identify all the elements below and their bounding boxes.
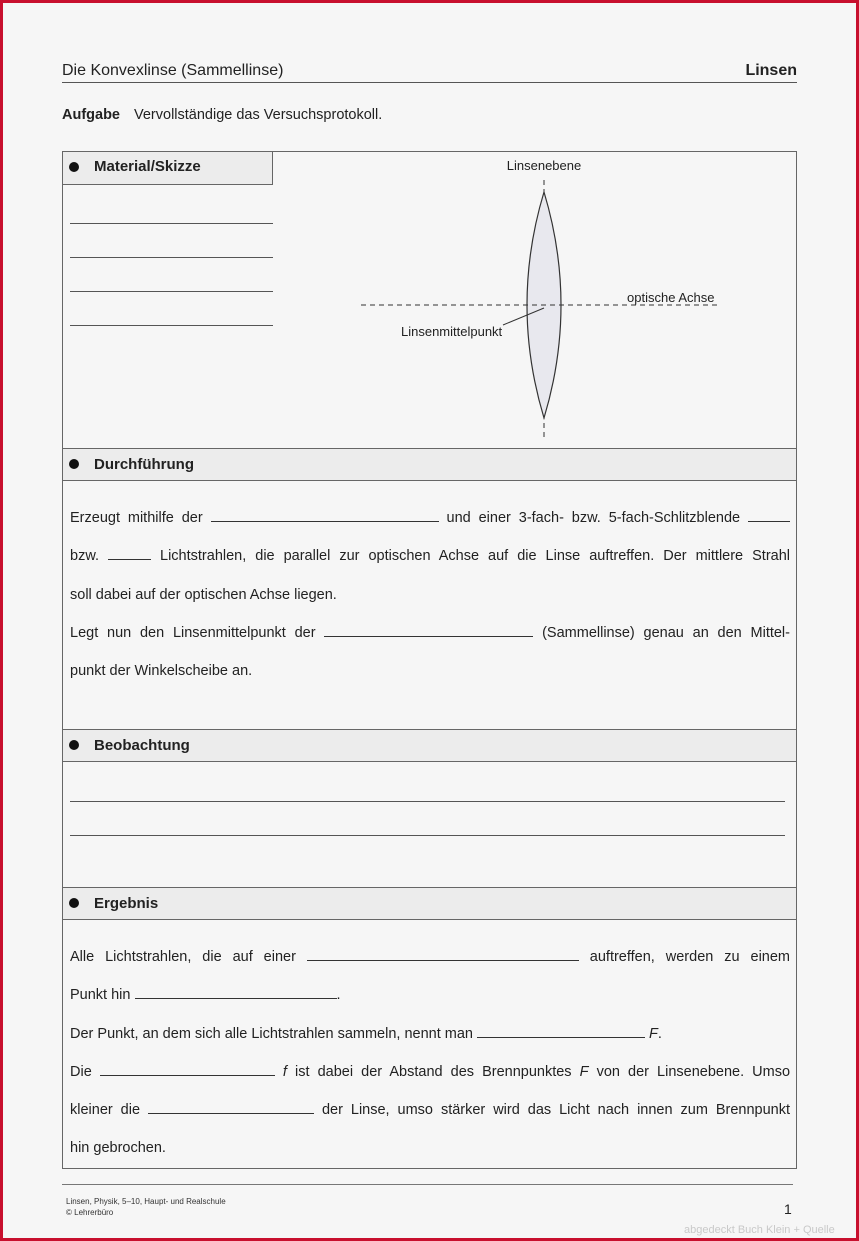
blank-field[interactable] <box>148 1099 314 1114</box>
footer-line-1: Linsen, Physik, 5–10, Haupt- und Realschule <box>66 1197 226 1206</box>
ergebnis-line-2: Punkt hin . <box>70 976 790 1014</box>
ergebnis-heading <box>63 887 796 920</box>
footer-credits <box>66 1196 226 1218</box>
beobachtung-heading-label: Beobachtung <box>94 737 190 754</box>
topic-label: Linsen <box>745 62 797 79</box>
ergebnis-line-3: Der Punkt, an dem sich alle Lichtstrahlen sammeln, nennt man F. <box>70 1015 790 1053</box>
bullet-icon <box>69 459 79 469</box>
lens-plane-label: Linsenebene <box>506 158 582 173</box>
ergebnis-line-1: Alle Lichtstrahlen, die auf einer auftreffen, werden zu einem <box>70 938 790 976</box>
durchfuehrung-line-4: Legt nun den Linsenmittelpunkt der (Sammellinse) genau an den Mittel- <box>70 614 790 652</box>
page-title: Die Konvexlinse (Sammellinse) <box>62 62 284 79</box>
ergebnis-line-4: Die f ist dabei der Abstand des Brennpunktes F von der Linsenebene. Umso <box>70 1053 790 1091</box>
material-write-line-1[interactable] <box>70 223 273 224</box>
beobachtung-write-line-2[interactable] <box>70 835 785 836</box>
optical-axis-label: optische Achse <box>627 290 715 305</box>
blank-field[interactable] <box>100 1061 275 1076</box>
material-write-line-2[interactable] <box>70 257 273 258</box>
blank-field[interactable] <box>477 1023 645 1038</box>
ergebnis-heading-label: Ergebnis <box>94 895 159 912</box>
bullet-icon <box>69 898 79 908</box>
durchfuehrung-heading-label: Durchführung <box>94 456 194 473</box>
durchfuehrung-line-5: punkt der Winkelscheibe an. <box>70 663 253 680</box>
durchfuehrung-text <box>70 499 790 690</box>
lens-diagram <box>353 152 733 447</box>
bullet-icon <box>69 162 79 172</box>
protocol-box <box>62 151 797 1169</box>
footer-line-2: © Lehrerbüro <box>66 1208 114 1217</box>
material-write-line-4[interactable] <box>70 325 273 326</box>
bullet-icon <box>69 740 79 750</box>
blank-field[interactable] <box>748 507 790 522</box>
task-label: Aufgabe <box>62 107 120 123</box>
beobachtung-heading <box>63 729 796 762</box>
watermark: abgedeckt Buch Klein + Quelle <box>684 1224 835 1236</box>
durchfuehrung-line-1: Erzeugt mithilfe der und einer 3-fach- bzw. 5-fach-Schlitzblende <box>70 499 790 537</box>
durchfuehrung-line-2: bzw. Lichtstrahlen, die parallel zur optischen Achse auf die Linse auftreffen. Der mittlere Strahl <box>70 537 790 575</box>
ergebnis-text <box>70 938 790 1168</box>
material-heading-label: Material/Skizze <box>94 158 201 175</box>
blank-field[interactable] <box>307 946 579 961</box>
beobachtung-write-line-1[interactable] <box>70 801 785 802</box>
page-number: 1 <box>784 1201 792 1217</box>
blank-field[interactable] <box>135 984 337 999</box>
blank-field[interactable] <box>211 507 439 522</box>
durchfuehrung-line-3: soll dabei auf der optischen Achse liegen. <box>70 586 337 603</box>
blank-field[interactable] <box>108 545 151 560</box>
task-instruction <box>62 107 382 123</box>
task-text: Vervollständige das Versuchsprotokoll. <box>134 107 383 123</box>
ergebnis-line-5: kleiner die der Linse, umso stärker wird das Licht nach innen zum Brennpunkt <box>70 1091 790 1129</box>
material-heading <box>63 152 273 185</box>
blank-field[interactable] <box>324 622 533 637</box>
durchfuehrung-heading <box>63 448 796 481</box>
footer-divider <box>62 1184 793 1185</box>
page-header <box>62 60 797 83</box>
ergebnis-line-6: hin gebrochen. <box>70 1140 166 1157</box>
lens-center-label: Linsenmittelpunkt <box>401 324 503 339</box>
material-write-line-3[interactable] <box>70 291 273 292</box>
